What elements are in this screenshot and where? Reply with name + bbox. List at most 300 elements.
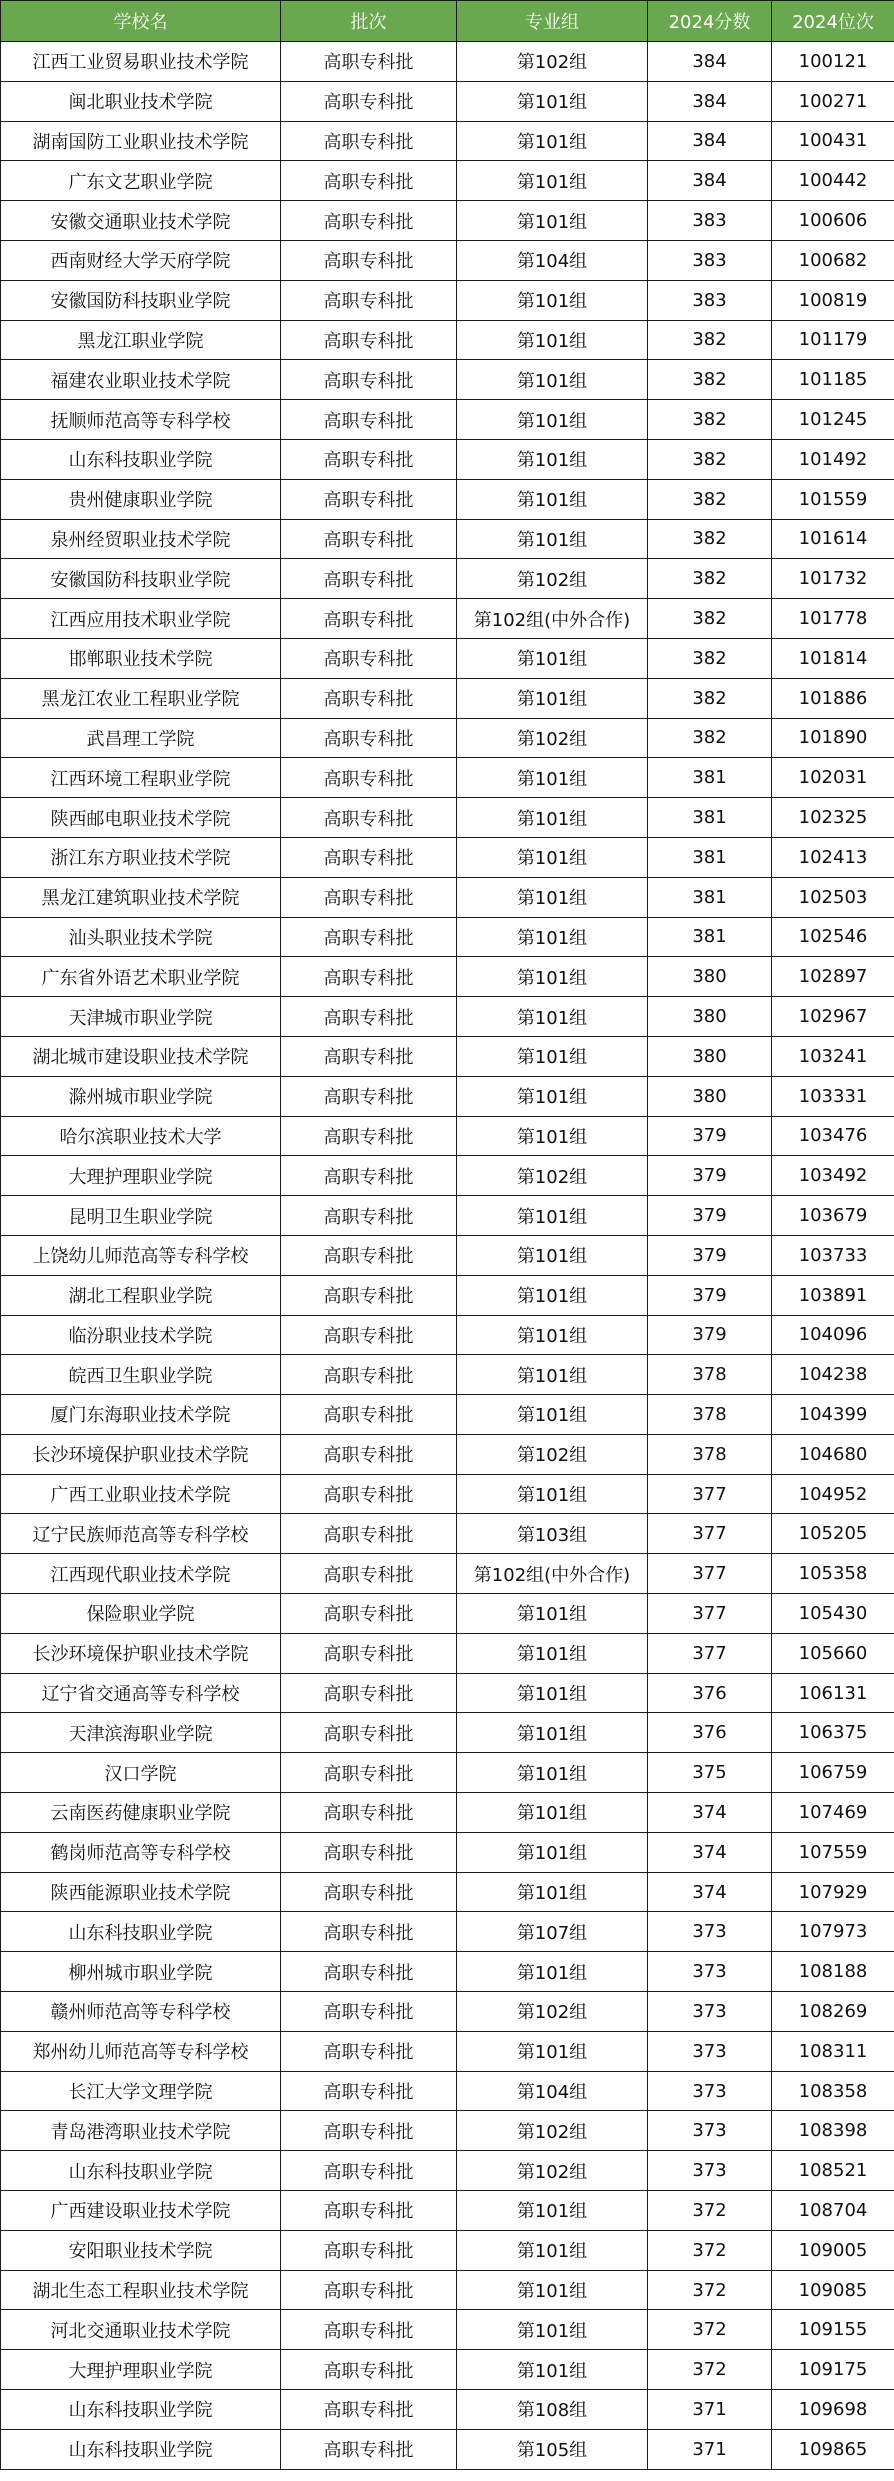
rank-cell: 105205 bbox=[772, 1514, 894, 1554]
table-row bbox=[1, 2270, 894, 2310]
table-row bbox=[1, 2031, 894, 2071]
table-row bbox=[1, 320, 894, 360]
rank-cell: 100682 bbox=[772, 240, 894, 280]
major-group-cell: 第101组 bbox=[457, 1474, 648, 1514]
rank-cell: 109085 bbox=[772, 2270, 894, 2310]
score-cell: 376 bbox=[648, 1673, 772, 1713]
batch-cell: 高职专科批 bbox=[281, 519, 457, 559]
batch-cell: 高职专科批 bbox=[281, 1753, 457, 1793]
school-name-cell: 柳州城市职业学院 bbox=[1, 1952, 281, 1992]
school-name-cell: 陕西邮电职业技术学院 bbox=[1, 798, 281, 838]
school-name-cell: 临汾职业技术学院 bbox=[1, 1315, 281, 1355]
major-group-cell: 第101组 bbox=[457, 1355, 648, 1395]
rank-cell: 105430 bbox=[772, 1594, 894, 1634]
major-group-cell: 第102组 bbox=[457, 1156, 648, 1196]
table-row bbox=[1, 638, 894, 678]
school-name-cell: 西南财经大学天府学院 bbox=[1, 240, 281, 280]
rank-cell: 103679 bbox=[772, 1196, 894, 1236]
school-name-cell: 云南医药健康职业学院 bbox=[1, 1793, 281, 1833]
table-row bbox=[1, 1434, 894, 1474]
rank-cell: 100121 bbox=[772, 42, 894, 82]
school-name-cell: 哈尔滨职业技术大学 bbox=[1, 1116, 281, 1156]
table-row bbox=[1, 2390, 894, 2430]
major-group-cell: 第101组 bbox=[457, 360, 648, 400]
rank-cell: 104238 bbox=[772, 1355, 894, 1395]
batch-cell: 高职专科批 bbox=[281, 957, 457, 997]
major-group-cell: 第102组 bbox=[457, 559, 648, 599]
table-row bbox=[1, 1832, 894, 1872]
school-name-cell: 江西工业贸易职业技术学院 bbox=[1, 42, 281, 82]
major-group-cell: 第103组 bbox=[457, 1514, 648, 1554]
major-group-cell: 第102组 bbox=[457, 2111, 648, 2151]
batch-cell: 高职专科批 bbox=[281, 638, 457, 678]
school-name-cell: 长江大学文理学院 bbox=[1, 2071, 281, 2111]
score-cell: 373 bbox=[648, 2071, 772, 2111]
table-row bbox=[1, 1992, 894, 2032]
major-group-cell: 第101组 bbox=[457, 1633, 648, 1673]
major-group-cell: 第101组 bbox=[457, 2310, 648, 2350]
rank-cell: 107469 bbox=[772, 1793, 894, 1833]
table-row bbox=[1, 1315, 894, 1355]
major-group-cell: 第101组 bbox=[457, 1872, 648, 1912]
rank-cell: 108358 bbox=[772, 2071, 894, 2111]
school-name-cell: 安徽交通职业技术学院 bbox=[1, 201, 281, 241]
school-name-cell: 安阳职业技术学院 bbox=[1, 2230, 281, 2270]
major-group-cell: 第101组 bbox=[457, 400, 648, 440]
batch-cell: 高职专科批 bbox=[281, 2390, 457, 2430]
batch-cell: 高职专科批 bbox=[281, 2111, 457, 2151]
major-group-cell: 第101组 bbox=[457, 2191, 648, 2231]
rank-cell: 100271 bbox=[772, 81, 894, 121]
rank-cell: 101185 bbox=[772, 360, 894, 400]
table-row bbox=[1, 1793, 894, 1833]
table-row bbox=[1, 479, 894, 519]
score-cell: 382 bbox=[648, 360, 772, 400]
major-group-cell: 第101组 bbox=[457, 798, 648, 838]
table-row bbox=[1, 957, 894, 997]
rank-cell: 100606 bbox=[772, 201, 894, 241]
table-row bbox=[1, 1673, 894, 1713]
rank-cell: 108311 bbox=[772, 2031, 894, 2071]
rank-cell: 108704 bbox=[772, 2191, 894, 2231]
rank-cell: 100431 bbox=[772, 121, 894, 161]
school-name-cell: 湖北生态工程职业技术学院 bbox=[1, 2270, 281, 2310]
table-row bbox=[1, 1036, 894, 1076]
school-name-cell: 郑州幼儿师范高等专科学校 bbox=[1, 2031, 281, 2071]
batch-cell: 高职专科批 bbox=[281, 1673, 457, 1713]
table-row bbox=[1, 678, 894, 718]
rank-cell: 108188 bbox=[772, 1952, 894, 1992]
score-cell: 382 bbox=[648, 320, 772, 360]
school-name-cell: 黑龙江农业工程职业学院 bbox=[1, 678, 281, 718]
score-cell: 372 bbox=[648, 2350, 772, 2390]
major-group-cell: 第101组 bbox=[457, 837, 648, 877]
batch-cell: 高职专科批 bbox=[281, 2071, 457, 2111]
school-name-cell: 广东文艺职业学院 bbox=[1, 161, 281, 201]
major-group-cell: 第101组 bbox=[457, 479, 648, 519]
school-name-cell: 辽宁民族师范高等专科学校 bbox=[1, 1514, 281, 1554]
score-cell: 373 bbox=[648, 2111, 772, 2151]
table-row bbox=[1, 1196, 894, 1236]
batch-cell: 高职专科批 bbox=[281, 1514, 457, 1554]
rank-cell: 100442 bbox=[772, 161, 894, 201]
score-cell: 380 bbox=[648, 1036, 772, 1076]
score-cell: 372 bbox=[648, 2230, 772, 2270]
major-group-cell: 第101组 bbox=[457, 1713, 648, 1753]
table-row bbox=[1, 1156, 894, 1196]
major-group-cell: 第104组 bbox=[457, 2071, 648, 2111]
batch-cell: 高职专科批 bbox=[281, 599, 457, 639]
rank-cell: 101886 bbox=[772, 678, 894, 718]
school-name-cell: 安徽国防科技职业学院 bbox=[1, 559, 281, 599]
table-row bbox=[1, 81, 894, 121]
school-name-cell: 上饶幼儿师范高等专科学校 bbox=[1, 1235, 281, 1275]
batch-cell: 高职专科批 bbox=[281, 2031, 457, 2071]
rank-cell: 109698 bbox=[772, 2390, 894, 2430]
score-cell: 384 bbox=[648, 121, 772, 161]
score-cell: 380 bbox=[648, 957, 772, 997]
school-name-cell: 河北交通职业技术学院 bbox=[1, 2310, 281, 2350]
table-row bbox=[1, 2191, 894, 2231]
table-row bbox=[1, 1872, 894, 1912]
rank-cell: 103331 bbox=[772, 1076, 894, 1116]
score-cell: 379 bbox=[648, 1235, 772, 1275]
rank-cell: 102967 bbox=[772, 997, 894, 1037]
school-name-cell: 泉州经贸职业技术学院 bbox=[1, 519, 281, 559]
rank-cell: 105358 bbox=[772, 1554, 894, 1594]
batch-cell: 高职专科批 bbox=[281, 1912, 457, 1952]
school-name-cell: 武昌理工学院 bbox=[1, 718, 281, 758]
table-row bbox=[1, 1912, 894, 1952]
rank-cell: 106375 bbox=[772, 1713, 894, 1753]
major-group-cell: 第101组 bbox=[457, 1952, 648, 1992]
major-group-cell: 第101组 bbox=[457, 877, 648, 917]
school-name-cell: 抚顺师范高等专科学校 bbox=[1, 400, 281, 440]
batch-cell: 高职专科批 bbox=[281, 1594, 457, 1634]
table-row bbox=[1, 1514, 894, 1554]
batch-cell: 高职专科批 bbox=[281, 240, 457, 280]
score-cell: 371 bbox=[648, 2429, 772, 2469]
major-group-cell: 第101组 bbox=[457, 1235, 648, 1275]
score-cell: 373 bbox=[648, 2151, 772, 2191]
score-cell: 378 bbox=[648, 1434, 772, 1474]
header-row bbox=[1, 1, 894, 42]
score-cell: 382 bbox=[648, 559, 772, 599]
major-group-cell: 第101组 bbox=[457, 638, 648, 678]
school-name-cell: 辽宁省交通高等专科学校 bbox=[1, 1673, 281, 1713]
rank-cell: 102503 bbox=[772, 877, 894, 917]
batch-cell: 高职专科批 bbox=[281, 1315, 457, 1355]
rank-cell: 101814 bbox=[772, 638, 894, 678]
major-group-cell: 第102组 bbox=[457, 718, 648, 758]
table-row bbox=[1, 1713, 894, 1753]
batch-cell: 高职专科批 bbox=[281, 1235, 457, 1275]
batch-cell: 高职专科批 bbox=[281, 479, 457, 519]
score-cell: 372 bbox=[648, 2270, 772, 2310]
school-name-cell: 长沙环境保护职业技术学院 bbox=[1, 1434, 281, 1474]
table-body bbox=[1, 42, 894, 2470]
rank-cell: 103492 bbox=[772, 1156, 894, 1196]
score-cell: 379 bbox=[648, 1196, 772, 1236]
major-group-cell: 第101组 bbox=[457, 678, 648, 718]
rank-cell: 108269 bbox=[772, 1992, 894, 2032]
table-row bbox=[1, 2429, 894, 2469]
score-cell: 371 bbox=[648, 2390, 772, 2430]
rank-cell: 101778 bbox=[772, 599, 894, 639]
school-name-cell: 福建农业职业技术学院 bbox=[1, 360, 281, 400]
major-group-cell: 第101组 bbox=[457, 917, 648, 957]
table-row bbox=[1, 360, 894, 400]
table-row bbox=[1, 1275, 894, 1315]
major-group-cell: 第101组 bbox=[457, 81, 648, 121]
table-row bbox=[1, 201, 894, 241]
major-group-cell: 第102组 bbox=[457, 42, 648, 82]
rank-cell: 103241 bbox=[772, 1036, 894, 1076]
score-cell: 374 bbox=[648, 1793, 772, 1833]
batch-cell: 高职专科批 bbox=[281, 1395, 457, 1435]
table-row bbox=[1, 877, 894, 917]
major-group-cell: 第101组 bbox=[457, 1036, 648, 1076]
score-cell: 381 bbox=[648, 798, 772, 838]
school-name-cell: 赣州师范高等专科学校 bbox=[1, 1992, 281, 2032]
score-cell: 384 bbox=[648, 42, 772, 82]
batch-cell: 高职专科批 bbox=[281, 121, 457, 161]
batch-cell: 高职专科批 bbox=[281, 1793, 457, 1833]
table-row bbox=[1, 917, 894, 957]
table-row bbox=[1, 42, 894, 82]
score-cell: 383 bbox=[648, 240, 772, 280]
score-cell: 384 bbox=[648, 81, 772, 121]
batch-cell: 高职专科批 bbox=[281, 81, 457, 121]
table-row bbox=[1, 2071, 894, 2111]
batch-cell: 高职专科批 bbox=[281, 201, 457, 241]
table-row bbox=[1, 2310, 894, 2350]
batch-cell: 高职专科批 bbox=[281, 718, 457, 758]
table-row bbox=[1, 439, 894, 479]
batch-cell: 高职专科批 bbox=[281, 439, 457, 479]
rank-cell: 108398 bbox=[772, 2111, 894, 2151]
batch-cell: 高职专科批 bbox=[281, 997, 457, 1037]
school-name-cell: 厦门东海职业技术学院 bbox=[1, 1395, 281, 1435]
rank-cell: 109005 bbox=[772, 2230, 894, 2270]
rank-cell: 104680 bbox=[772, 1434, 894, 1474]
score-cell: 382 bbox=[648, 678, 772, 718]
major-group-cell: 第102组 bbox=[457, 2151, 648, 2191]
score-cell: 379 bbox=[648, 1275, 772, 1315]
school-name-cell: 山东科技职业学院 bbox=[1, 439, 281, 479]
rank-cell: 101732 bbox=[772, 559, 894, 599]
score-cell: 382 bbox=[648, 519, 772, 559]
major-group-cell: 第108组 bbox=[457, 2390, 648, 2430]
batch-cell: 高职专科批 bbox=[281, 1355, 457, 1395]
batch-cell: 高职专科批 bbox=[281, 1633, 457, 1673]
rank-cell: 102325 bbox=[772, 798, 894, 838]
score-cell: 373 bbox=[648, 2031, 772, 2071]
school-name-cell: 皖西卫生职业学院 bbox=[1, 1355, 281, 1395]
batch-cell: 高职专科批 bbox=[281, 917, 457, 957]
header-batch: 批次 bbox=[281, 1, 457, 42]
batch-cell: 高职专科批 bbox=[281, 1156, 457, 1196]
score-cell: 379 bbox=[648, 1315, 772, 1355]
table-row bbox=[1, 758, 894, 798]
table-row bbox=[1, 2230, 894, 2270]
table-row bbox=[1, 1594, 894, 1634]
table-row bbox=[1, 1395, 894, 1435]
major-group-cell: 第101组 bbox=[457, 1076, 648, 1116]
major-group-cell: 第101组 bbox=[457, 1275, 648, 1315]
rank-cell: 108521 bbox=[772, 2151, 894, 2191]
batch-cell: 高职专科批 bbox=[281, 559, 457, 599]
batch-cell: 高职专科批 bbox=[281, 1952, 457, 1992]
header-rank-2024: 2024位次 bbox=[772, 1, 894, 42]
rank-cell: 101492 bbox=[772, 439, 894, 479]
score-cell: 377 bbox=[648, 1594, 772, 1634]
school-name-cell: 安徽国防科技职业学院 bbox=[1, 280, 281, 320]
school-name-cell: 广西工业职业技术学院 bbox=[1, 1474, 281, 1514]
major-group-cell: 第101组 bbox=[457, 1594, 648, 1634]
rank-cell: 101890 bbox=[772, 718, 894, 758]
score-cell: 379 bbox=[648, 1156, 772, 1196]
rank-cell: 104096 bbox=[772, 1315, 894, 1355]
header-major-group: 专业组 bbox=[457, 1, 648, 42]
rank-cell: 109155 bbox=[772, 2310, 894, 2350]
school-name-cell: 湖北城市建设职业技术学院 bbox=[1, 1036, 281, 1076]
score-cell: 382 bbox=[648, 400, 772, 440]
rank-cell: 100819 bbox=[772, 280, 894, 320]
table-header bbox=[1, 1, 894, 42]
table-row bbox=[1, 1952, 894, 1992]
rank-cell: 101179 bbox=[772, 320, 894, 360]
school-name-cell: 广西建设职业技术学院 bbox=[1, 2191, 281, 2231]
batch-cell: 高职专科批 bbox=[281, 1832, 457, 1872]
batch-cell: 高职专科批 bbox=[281, 320, 457, 360]
batch-cell: 高职专科批 bbox=[281, 1713, 457, 1753]
rank-cell: 105660 bbox=[772, 1633, 894, 1673]
major-group-cell: 第101组 bbox=[457, 320, 648, 360]
score-cell: 381 bbox=[648, 877, 772, 917]
batch-cell: 高职专科批 bbox=[281, 1116, 457, 1156]
batch-cell: 高职专科批 bbox=[281, 758, 457, 798]
school-name-cell: 山东科技职业学院 bbox=[1, 2390, 281, 2430]
score-cell: 373 bbox=[648, 1992, 772, 2032]
school-name-cell: 天津城市职业学院 bbox=[1, 997, 281, 1037]
school-name-cell: 昆明卫生职业学院 bbox=[1, 1196, 281, 1236]
table-row bbox=[1, 997, 894, 1037]
rank-cell: 102413 bbox=[772, 837, 894, 877]
school-name-cell: 黑龙江建筑职业技术学院 bbox=[1, 877, 281, 917]
score-cell: 373 bbox=[648, 1952, 772, 1992]
school-name-cell: 广东省外语艺术职业学院 bbox=[1, 957, 281, 997]
batch-cell: 高职专科批 bbox=[281, 1992, 457, 2032]
school-name-cell: 江西应用技术职业学院 bbox=[1, 599, 281, 639]
table-row bbox=[1, 1235, 894, 1275]
table-row bbox=[1, 161, 894, 201]
batch-cell: 高职专科批 bbox=[281, 1275, 457, 1315]
table-row bbox=[1, 837, 894, 877]
table-row bbox=[1, 798, 894, 838]
major-group-cell: 第101组 bbox=[457, 1116, 648, 1156]
batch-cell: 高职专科批 bbox=[281, 360, 457, 400]
table-row bbox=[1, 718, 894, 758]
major-group-cell: 第101组 bbox=[457, 1793, 648, 1833]
batch-cell: 高职专科批 bbox=[281, 1474, 457, 1514]
school-name-cell: 青岛港湾职业技术学院 bbox=[1, 2111, 281, 2151]
table-row bbox=[1, 1474, 894, 1514]
school-name-cell: 滁州城市职业学院 bbox=[1, 1076, 281, 1116]
batch-cell: 高职专科批 bbox=[281, 2191, 457, 2231]
batch-cell: 高职专科批 bbox=[281, 2230, 457, 2270]
table-row bbox=[1, 599, 894, 639]
school-name-cell: 大理护理职业学院 bbox=[1, 2350, 281, 2390]
rank-cell: 102546 bbox=[772, 917, 894, 957]
batch-cell: 高职专科批 bbox=[281, 2310, 457, 2350]
school-name-cell: 汉口学院 bbox=[1, 1753, 281, 1793]
batch-cell: 高职专科批 bbox=[281, 877, 457, 917]
school-name-cell: 江西环境工程职业学院 bbox=[1, 758, 281, 798]
rank-cell: 103476 bbox=[772, 1116, 894, 1156]
major-group-cell: 第102组 bbox=[457, 1992, 648, 2032]
header-score-2024: 2024分数 bbox=[648, 1, 772, 42]
major-group-cell: 第101组 bbox=[457, 161, 648, 201]
batch-cell: 高职专科批 bbox=[281, 798, 457, 838]
rank-cell: 103891 bbox=[772, 1275, 894, 1315]
rank-cell: 103733 bbox=[772, 1235, 894, 1275]
rank-cell: 104399 bbox=[772, 1395, 894, 1435]
rank-cell: 101245 bbox=[772, 400, 894, 440]
batch-cell: 高职专科批 bbox=[281, 1196, 457, 1236]
school-name-cell: 贵州健康职业学院 bbox=[1, 479, 281, 519]
school-name-cell: 江西现代职业技术学院 bbox=[1, 1554, 281, 1594]
major-group-cell: 第101组 bbox=[457, 519, 648, 559]
batch-cell: 高职专科批 bbox=[281, 1036, 457, 1076]
score-cell: 380 bbox=[648, 1076, 772, 1116]
major-group-cell: 第101组 bbox=[457, 1832, 648, 1872]
rank-cell: 102897 bbox=[772, 957, 894, 997]
score-cell: 384 bbox=[648, 161, 772, 201]
major-group-cell: 第101组 bbox=[457, 439, 648, 479]
rank-cell: 102031 bbox=[772, 758, 894, 798]
batch-cell: 高职专科批 bbox=[281, 1554, 457, 1594]
score-cell: 382 bbox=[648, 599, 772, 639]
major-group-cell: 第101组 bbox=[457, 2031, 648, 2071]
school-name-cell: 大理护理职业学院 bbox=[1, 1156, 281, 1196]
score-cell: 379 bbox=[648, 1116, 772, 1156]
score-cell: 374 bbox=[648, 1832, 772, 1872]
batch-cell: 高职专科批 bbox=[281, 2429, 457, 2469]
table-row bbox=[1, 2111, 894, 2151]
major-group-cell: 第101组 bbox=[457, 758, 648, 798]
rank-cell: 104952 bbox=[772, 1474, 894, 1514]
batch-cell: 高职专科批 bbox=[281, 280, 457, 320]
score-cell: 372 bbox=[648, 2310, 772, 2350]
major-group-cell: 第101组 bbox=[457, 997, 648, 1037]
score-cell: 382 bbox=[648, 718, 772, 758]
table-row bbox=[1, 559, 894, 599]
rank-cell: 107973 bbox=[772, 1912, 894, 1952]
rank-cell: 107929 bbox=[772, 1872, 894, 1912]
score-cell: 377 bbox=[648, 1554, 772, 1594]
header-school-name: 学校名 bbox=[1, 1, 281, 42]
major-group-cell: 第107组 bbox=[457, 1912, 648, 1952]
major-group-cell: 第102组(中外合作) bbox=[457, 599, 648, 639]
score-cell: 382 bbox=[648, 638, 772, 678]
table-row bbox=[1, 240, 894, 280]
rank-cell: 109175 bbox=[772, 2350, 894, 2390]
score-cell: 380 bbox=[648, 997, 772, 1037]
batch-cell: 高职专科批 bbox=[281, 837, 457, 877]
major-group-cell: 第101组 bbox=[457, 1196, 648, 1236]
major-group-cell: 第101组 bbox=[457, 2230, 648, 2270]
